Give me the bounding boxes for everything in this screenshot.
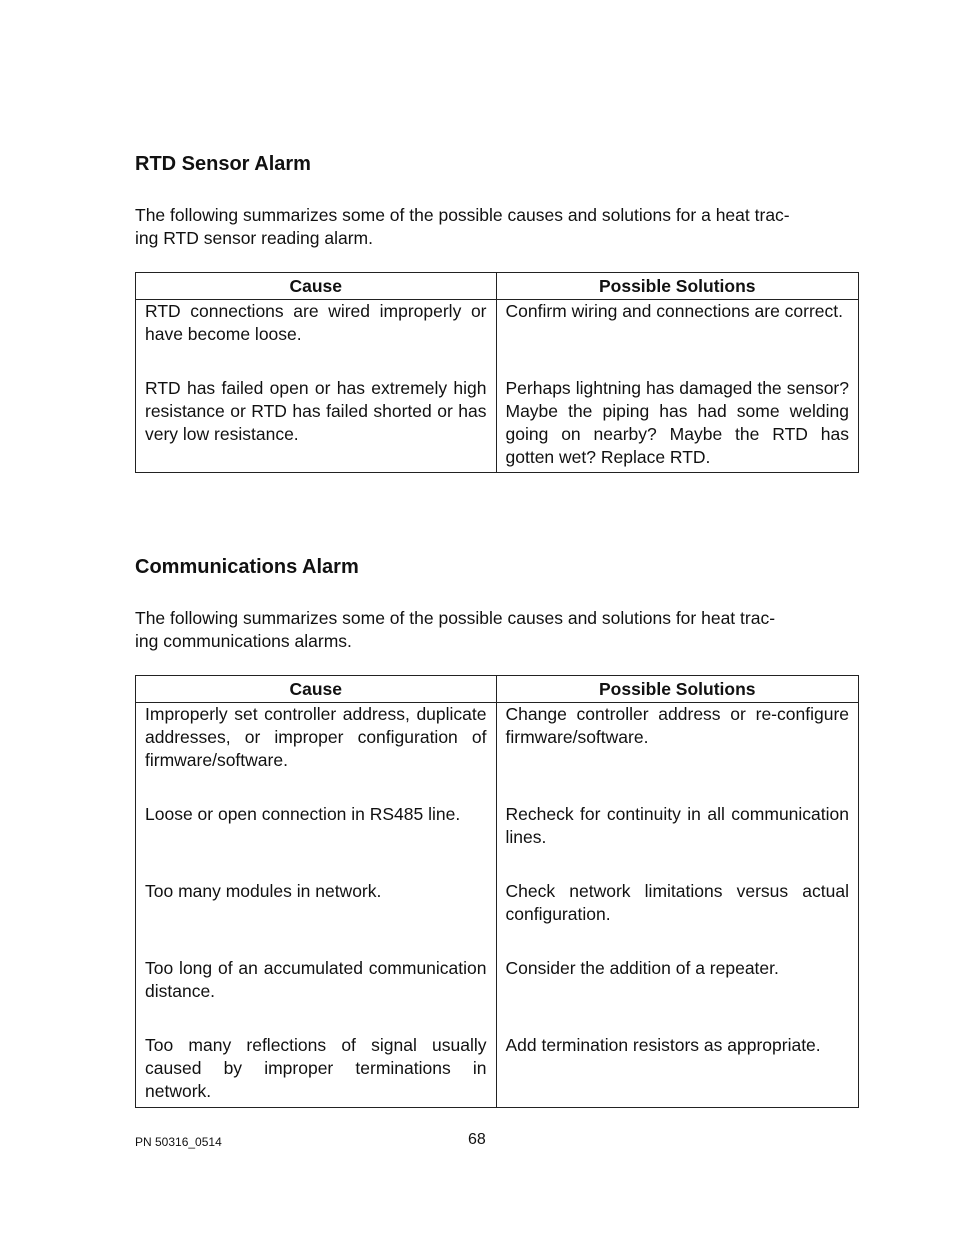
table-row (136, 1034, 859, 1108)
table-header-row (136, 676, 859, 703)
cause-cell: RTD connections are wired improperly or have become loose. (136, 300, 497, 377)
comm-intro-line: ing communications alarms. (135, 631, 352, 651)
solution-cell: Recheck for continuity in all communication lines. (496, 803, 859, 880)
solution-column-header: Possible Solutions (496, 273, 859, 300)
table-header-row (136, 273, 859, 300)
rtd-intro-line: ing RTD sensor reading alarm. (135, 228, 373, 248)
solution-column-header: Possible Solutions (496, 676, 859, 703)
cause-column-header: Cause (136, 676, 497, 703)
solution-cell: Add termination resistors as appropriate. (496, 1034, 859, 1108)
cause-cell: Too many modules in network. (136, 880, 497, 957)
part-number: PN 50316_0514 (135, 1135, 222, 1149)
table-row (136, 377, 859, 473)
solution-cell: Confirm wiring and connections are correct. (496, 300, 859, 377)
rtd-intro-paragraph (135, 204, 825, 250)
table-row (136, 703, 859, 803)
solution-cell: Check network limitations versus actual configuration. (496, 880, 859, 957)
comm-section-title: Communications Alarm (135, 556, 359, 578)
comm-intro-paragraph (135, 607, 825, 653)
cause-cell: Too long of an accumulated communication distance. (136, 957, 497, 1034)
rtd-section-title: RTD Sensor Alarm (135, 153, 311, 175)
cause-cell: Loose or open connection in RS485 line. (136, 803, 497, 880)
table-row (136, 300, 859, 377)
cause-cell: Too many reflections of signal usually caused by improper terminations in network. (136, 1034, 497, 1108)
solution-cell: Change controller address or re-configure firmware/software. (496, 703, 859, 803)
table-row (136, 880, 859, 957)
comm-cause-solution-table (135, 675, 859, 1108)
table-row (136, 803, 859, 880)
rtd-intro-line: The following summarizes some of the possible causes and solutions for a heat trac- (135, 205, 790, 225)
rtd-cause-solution-table (135, 272, 859, 473)
cause-column-header: Cause (136, 273, 497, 300)
solution-cell: Consider the addition of a repeater. (496, 957, 859, 1034)
table-row (136, 957, 859, 1034)
cause-cell: RTD has failed open or has extremely high resistance or RTD has failed shorted or has very low resistance. (136, 377, 497, 473)
solution-cell: Perhaps lightning has damaged the sensor? Maybe the piping has had some welding going on nearby? Maybe the RTD has gotten wet? Replace RTD. (496, 377, 859, 473)
cause-cell: Improperly set controller address, duplicate addresses, or improper configuration of firmware/software. (136, 703, 497, 803)
comm-intro-line: The following summarizes some of the possible causes and solutions for heat trac- (135, 608, 776, 628)
page-number: 68 (468, 1131, 486, 1148)
